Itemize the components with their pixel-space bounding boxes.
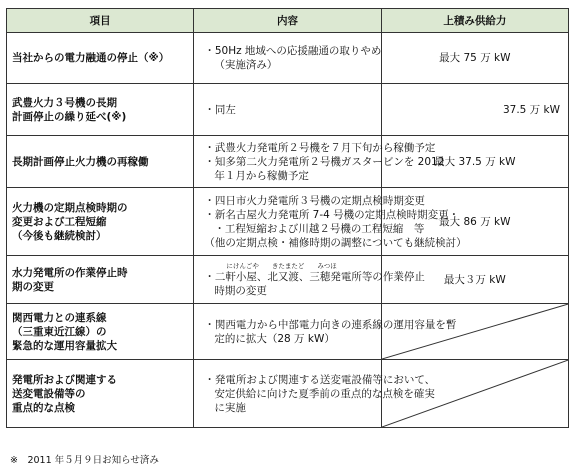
- table-row: [7, 188, 569, 256]
- row-content: [194, 304, 457, 360]
- table-row: [7, 84, 569, 136]
- content-line: ・工程短縮および川越２号機の工程短縮 等: [214, 222, 425, 235]
- header-content: 内容: [194, 9, 381, 33]
- content-line: ・50Hz 地域への応援融通の取りやめ: [204, 45, 382, 57]
- table-row: [7, 33, 569, 84]
- row-content: [194, 136, 445, 188]
- row-item: 水力発電所の作業停止時 期の変更: [7, 256, 194, 304]
- footnote: ※ 2011 年５月９日お知らせ済み: [10, 455, 159, 466]
- row-item: 当社からの電力融通の停止（※）: [7, 33, 194, 84]
- row-supply: [381, 84, 568, 136]
- row-item: 火力機の定期点検時期の 変更および工程短縮 （今後も継続検討）: [7, 188, 194, 256]
- table-row: [7, 256, 569, 304]
- supply-measures-table: [6, 8, 569, 428]
- content-line: ・武豊火力発電所２号機を７月下旬から稼働予定: [204, 141, 436, 154]
- content-line: ・新名古屋火力発電所 7-4 号機の定期点検時期変更・: [204, 208, 460, 221]
- supply-value: 最大３万 kW: [443, 273, 506, 286]
- row-content: [194, 84, 381, 136]
- row-supply: [381, 33, 568, 84]
- content-line: 安定供給に向けた夏季前の重点的な点検を確実: [214, 387, 435, 400]
- content-line: ・知多第二火力発電所２号機ガスタービンを 2012: [204, 155, 445, 168]
- table-row: [7, 136, 569, 188]
- content-line: ・関西電力から中部電力向きの連系線の運用容量を暫: [204, 318, 457, 331]
- header-row: [7, 9, 569, 33]
- row-item: 武豊火力３号機の長期 計画停止の繰り延べ(※): [7, 84, 194, 136]
- row-item: 発電所および関連する 送変電設備等の 重点的な点検: [7, 360, 194, 428]
- row-supply-empty: [381, 360, 568, 428]
- table-row: [7, 360, 569, 428]
- row-content: [194, 188, 467, 256]
- header-item: 項目: [7, 9, 194, 33]
- row-supply-empty: [381, 304, 568, 360]
- supply-value: 最大 86 万 kW: [439, 215, 511, 228]
- content-line: ・同左: [204, 103, 236, 116]
- row-content: [194, 33, 381, 84]
- content-line: （実施済み）: [214, 59, 278, 71]
- ruby-line: にけんごや きたまたど みつほ: [226, 261, 337, 270]
- diagonal-slash: [382, 304, 568, 359]
- content-line: ・二軒小屋、北又渡、三穂発電所等の作業停止: [204, 270, 425, 283]
- row-item: 長期計画停止火力機の再稼働: [7, 136, 194, 188]
- content-line: 年１月から稼働予定: [214, 169, 309, 182]
- diagonal-slash: [382, 360, 568, 427]
- content-line: ・四日市火力発電所３号機の定期点検時期変更: [204, 194, 425, 207]
- content-line: 定的に拡大（28 万 kW）: [214, 332, 335, 345]
- content-line: に実施: [214, 401, 246, 414]
- row-content: [194, 360, 436, 428]
- content-line: ・発電所および関連する送変電設備等において、: [204, 373, 436, 386]
- supply-value: 37.5 万 kW: [502, 103, 560, 116]
- content-line: 時期の変更: [214, 284, 267, 297]
- content-line: （他の定期点検・補修時期の調整についても継続検討）: [204, 236, 467, 249]
- header-supply: 上積み供給力: [381, 9, 568, 33]
- supply-value: 最大 75 万 kW: [439, 52, 511, 64]
- table-row: [7, 304, 569, 360]
- supply-value: 最大 37.5 万 kW: [434, 155, 516, 168]
- row-item: 関西電力との連系線 （三重東近江線）の 緊急的な運用容量拡大: [7, 304, 194, 360]
- row-content: [194, 256, 425, 304]
- supply-measures-table-wrap: [6, 8, 569, 428]
